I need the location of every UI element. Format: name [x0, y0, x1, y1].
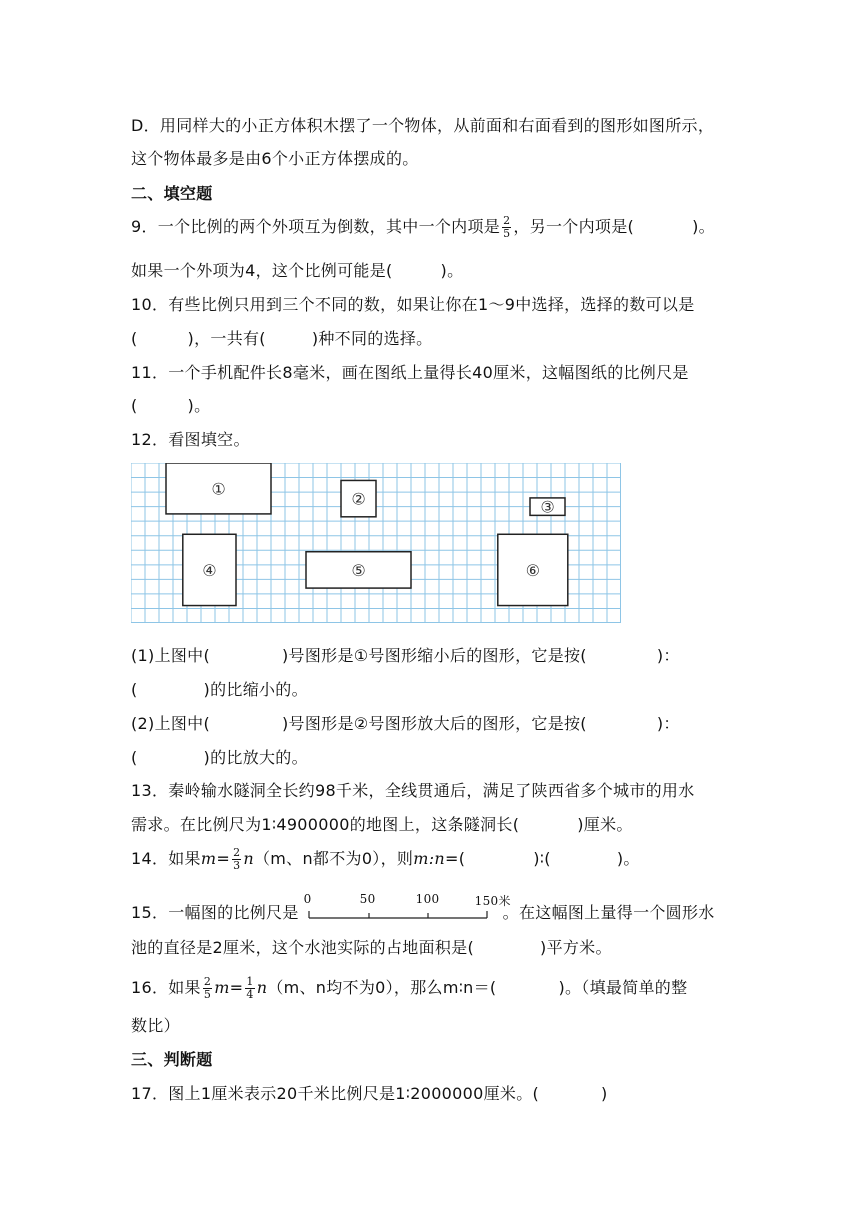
grid-figure [131, 463, 621, 623]
question-10-line1: 10．有些比例只用到三个不同的数，如果让你在1～9中选择，选择的数可以是 [131, 295, 695, 314]
question-11-line1: 11．一个手机配件长8毫米，画在图纸上量得长40厘米，这幅图纸的比例尺是 [131, 363, 689, 382]
section-judgment-title: 三、判断题 [131, 1050, 213, 1069]
fraction-1-4: $\frac{1}{4}$ [246, 975, 254, 1001]
question-12-title: 12．看图填空。 [131, 430, 250, 449]
question-15-line2: 池的直径是2厘米，这个水池实际的占地面积是( )平方米。 [131, 938, 612, 957]
shape-label-5: ⑤ [351, 560, 366, 580]
shape-label-3: ③ [540, 497, 555, 517]
shape-label-6: ⑥ [525, 560, 540, 580]
scale-label-50: 50 [359, 892, 376, 906]
scale-bar-graphic [303, 898, 503, 924]
question-13-line2: 需求。在比例尺为1∶4900000的地图上，这条隧洞长( )厘米。 [131, 815, 633, 834]
fraction-2-3: $\frac{2}{3}$ [233, 846, 241, 872]
question-12-sub2-line1: (2)上图中( )号图形是②号图形放大后的图形，它是按( )： [131, 714, 680, 733]
question-16-line1: 16．如果 $\frac{2}{5}$ m= $\frac{1}{4}$ n（m、n均不为0），那么m∶n＝( )。（填最简单的整 [131, 975, 688, 1001]
question-17: 17．图上1厘米表示20千米比例尺是1∶2000000厘米。( ) [131, 1084, 608, 1103]
shape-label-2: ② [351, 489, 366, 509]
fraction-2-5: $\frac{2}{5}$ [503, 214, 511, 240]
question-9-line1: 9．一个比例的两个外项互为倒数，其中一个内项是 $\frac{2}{5}$ ，另一个内项是( )。 [131, 214, 715, 240]
option-d-line2: 这个物体最多是由6个小正方体摆成的。 [131, 149, 419, 168]
scale-label-150: 150米 [474, 894, 511, 908]
shape-label-4: ④ [202, 560, 217, 580]
question-13-line1: 13．秦岭输水隧洞全长约98千米，全线贯通后，满足了陕西省多个城市的用水 [131, 781, 695, 800]
question-12-sub1-line1: (1)上图中( )号图形是①号图形缩小后的图形，它是按( )： [131, 646, 680, 665]
section-fill-in-title: 二、填空题 [131, 184, 213, 203]
question-16-line2: 数比） [131, 1016, 180, 1035]
scale-label-100: 100 [415, 892, 440, 906]
question-9-line2: 如果一个外项为4，这个比例可能是( )。 [131, 261, 464, 280]
question-11-line2: ( )。 [131, 396, 211, 415]
question-12-sub2-line2: ( )的比放大的。 [131, 748, 308, 767]
option-d-line1: D．用同样大的小正方体积木摆了一个物体，从前面和右面看到的图形如图所示， [131, 116, 715, 135]
fraction-2-5-q16: $\frac{2}{5}$ [203, 975, 212, 1001]
question-12-sub1-line2: ( )的比缩小的。 [131, 680, 308, 699]
question-15-line1: 15．一幅图的比例尺是 0 50 100 150米 。在这幅图上量得一个圆形水 [131, 892, 715, 922]
question-14: 14．如果m= $\frac{2}{3}$ n（m、n都不为0），则m:n=( )∶( )。 [131, 846, 640, 872]
scale-label-0: 0 [303, 892, 312, 906]
shape-label-1: ① [211, 479, 226, 499]
question-10-line2: ( )，一共有( )种不同的选择。 [131, 329, 433, 348]
scale-bar [303, 892, 511, 924]
